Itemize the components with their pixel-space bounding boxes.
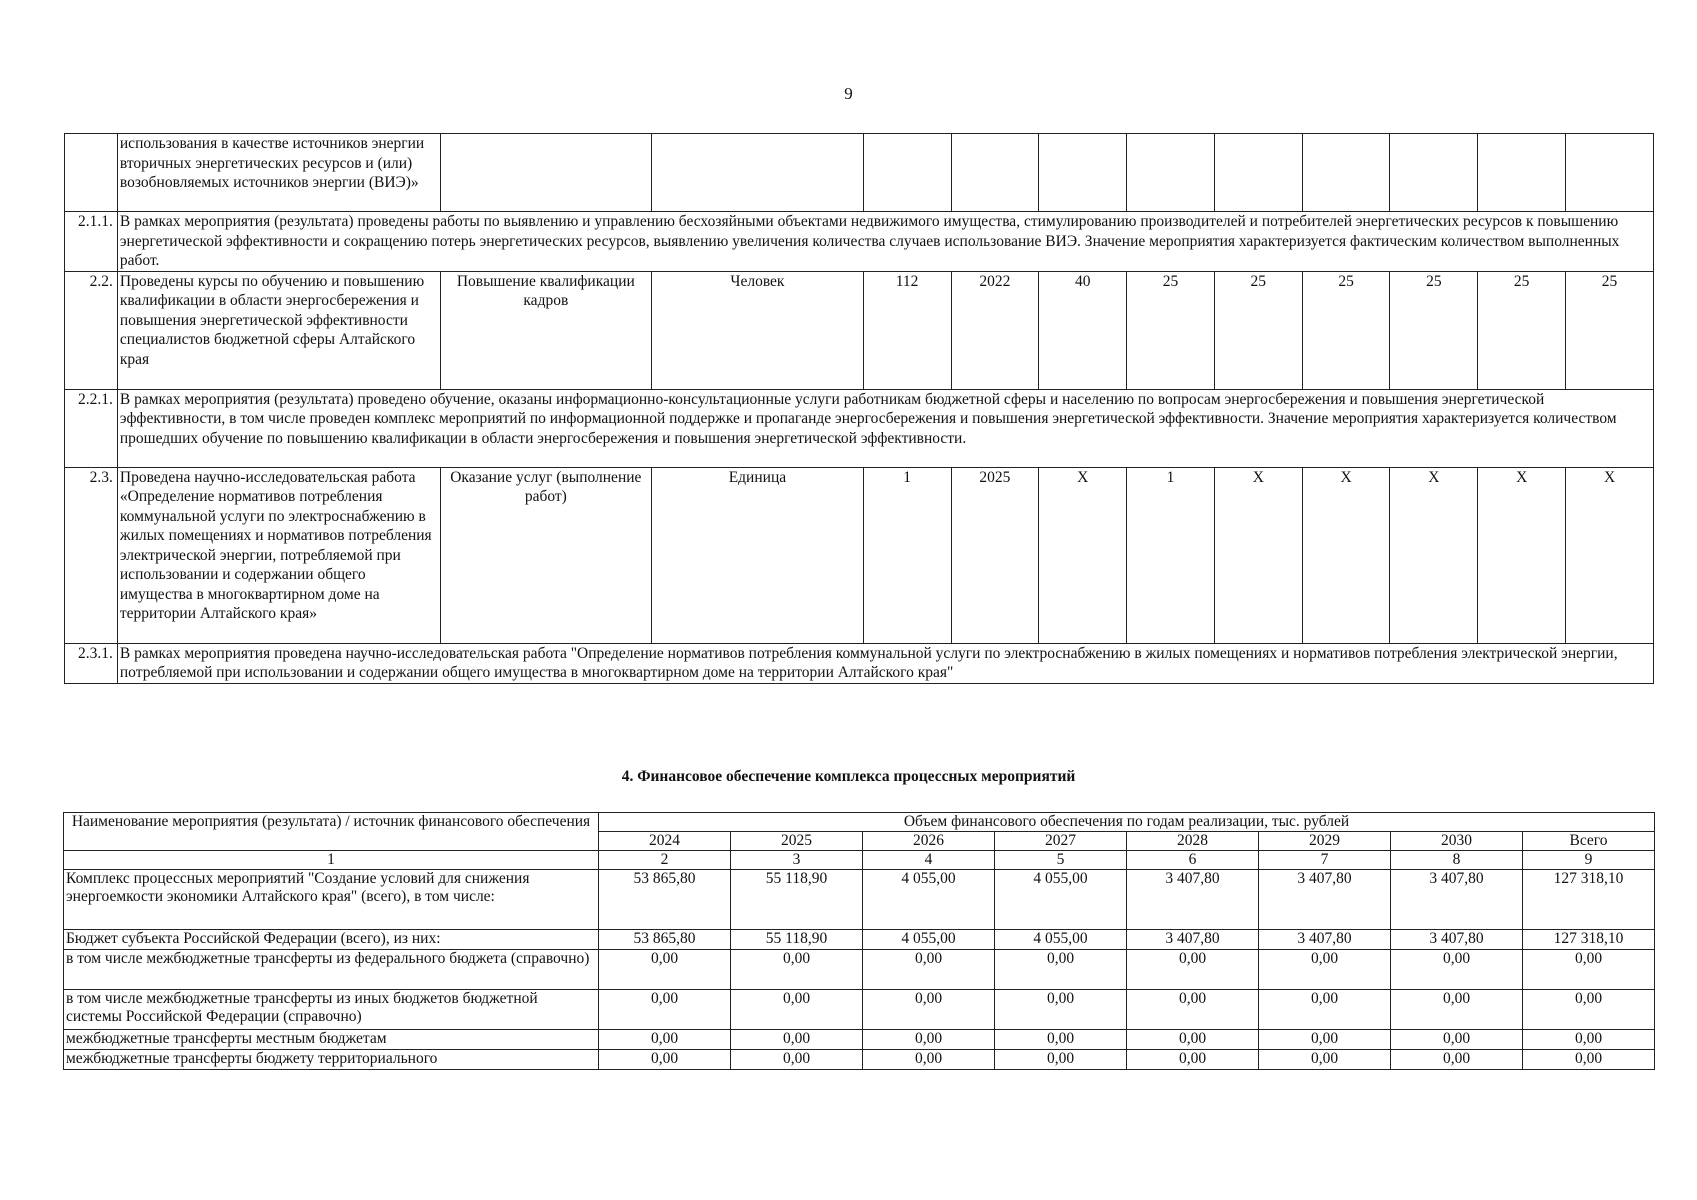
result-value-cell: 40 (1039, 271, 1127, 389)
finance-value-cell: 0,00 (1259, 950, 1391, 990)
finance-year-header: 2028 (1127, 832, 1259, 851)
row-description: В рамках мероприятия (результата) проведены работы по выявлению и управлению бесхозяйными объектами недвижимого имущества, стимулированию производителей и потребителей энергетических ресурсов к повышению энергетической эффективности и сокращению потерь энергетических ресурсов, выявлению увеличения количества случаев использование ВИЭ. Значение мероприятия характеризуется фактическим количеством выполненных работ. (117, 212, 1653, 272)
result-value-cell (1127, 134, 1215, 212)
finance-column-number: 2 (599, 851, 731, 870)
finance-value-cell: 0,00 (731, 990, 863, 1030)
finance-row (64, 950, 1655, 990)
result-unit: Единица (652, 467, 864, 643)
finance-year-header: Всего (1523, 832, 1655, 851)
result-value-cell: X (1390, 467, 1478, 643)
finance-value-cell: 3 407,80 (1391, 870, 1523, 930)
finance-value-cell: 0,00 (863, 990, 995, 1030)
finance-year-header: 2025 (731, 832, 863, 851)
finance-value-cell: 53 865,80 (599, 870, 731, 930)
finance-row (64, 930, 1655, 950)
finance-row-name: межбюджетные трансферты местным бюджетам (64, 1030, 599, 1050)
finance-table (63, 812, 1655, 1070)
result-name: Проведена научно-исследовательская работа «Определение нормативов потребления коммунальной услуги по электроснабжению в жилых помещениях и нормативов потребления электрической энергии, потребляемой при использовании и содержании общего имущества в многоквартирном доме на территории Алтайского края» (117, 467, 440, 643)
finance-value-cell: 0,00 (599, 1030, 731, 1050)
finance-value-cell: 0,00 (1391, 1030, 1523, 1050)
finance-value-cell: 4 055,00 (863, 870, 995, 930)
result-value-cell: 25 (1302, 271, 1390, 389)
result-value-cell: X (1039, 467, 1127, 643)
result-value-cell: 25 (1214, 271, 1302, 389)
finance-row (64, 870, 1655, 930)
result-value-cell (951, 134, 1039, 212)
row-code: 2.2. (65, 271, 118, 389)
finance-value-cell: 0,00 (1127, 1050, 1259, 1070)
finance-value-cell: 127 318,10 (1523, 870, 1655, 930)
finance-value-cell: 0,00 (731, 950, 863, 990)
result-name: Проведены курсы по обучению и повышению квалификации в области энергосбережения и повышения энергетической эффективности специалистов бюджетной сферы Алтайского края (117, 271, 440, 389)
finance-year-header: 2027 (995, 832, 1127, 851)
finance-header-name: Наименование мероприятия (результата) / источник финансового обеспечения (64, 813, 599, 851)
finance-year-header: 2029 (1259, 832, 1391, 851)
finance-value-cell: 3 407,80 (1259, 870, 1391, 930)
result-value-cell: X (1214, 467, 1302, 643)
finance-value-cell: 0,00 (1127, 990, 1259, 1030)
finance-value-cell: 0,00 (1391, 990, 1523, 1030)
finance-value-cell: 55 118,90 (731, 930, 863, 950)
row-description: В рамках мероприятия проведена научно-исследовательская работа "Определение нормативов потребления коммунальной услуги по электроснабжению в жилых помещениях и нормативов потребления электрической энергии, потребляемой при использовании и содержании общего имущества в многоквартирном доме на территории Алтайского края" (117, 643, 1653, 683)
description-row (65, 643, 1654, 683)
result-value-cell: 25 (1127, 271, 1215, 389)
result-value-cell (1214, 134, 1302, 212)
row-code: 2.3.1. (65, 643, 118, 683)
finance-header-row (64, 813, 1655, 832)
description-row (65, 212, 1654, 272)
result-value-cell: 1 (863, 467, 951, 643)
result-value-cell: X (1566, 467, 1654, 643)
finance-column-numbers-row (64, 851, 1655, 870)
finance-value-cell: 0,00 (1391, 950, 1523, 990)
finance-value-cell: 0,00 (1523, 1030, 1655, 1050)
finance-value-cell: 0,00 (995, 1050, 1127, 1070)
result-value-cell (1566, 134, 1654, 212)
finance-value-cell: 3 407,80 (1127, 930, 1259, 950)
result-value-cell: 25 (1478, 271, 1566, 389)
finance-row (64, 990, 1655, 1030)
finance-value-cell: 0,00 (995, 1030, 1127, 1050)
finance-value-cell: 4 055,00 (995, 930, 1127, 950)
finance-column-number: 7 (1259, 851, 1391, 870)
results-table (64, 133, 1654, 684)
result-row (65, 134, 1654, 212)
result-value-cell: X (1302, 467, 1390, 643)
finance-row (64, 1050, 1655, 1070)
description-row (65, 389, 1654, 467)
result-value-cell: 2022 (951, 271, 1039, 389)
finance-value-cell: 127 318,10 (1523, 930, 1655, 950)
finance-year-header: 2024 (599, 832, 731, 851)
result-value-cell: 25 (1390, 271, 1478, 389)
section-title: 4. Финансовое обеспечение комплекса процессных мероприятий (621, 768, 1076, 785)
finance-value-cell: 53 865,80 (599, 930, 731, 950)
result-unit: Человек (652, 271, 864, 389)
result-value-cell: 112 (863, 271, 951, 389)
result-row (65, 271, 1654, 389)
result-name: использования в качестве источников энергии вторичных энергетических ресурсов и (или) возобновляемых источников энергии (ВИЭ)» (117, 134, 440, 212)
finance-value-cell: 0,00 (1523, 1050, 1655, 1070)
finance-value-cell: 0,00 (1127, 950, 1259, 990)
finance-value-cell: 0,00 (599, 950, 731, 990)
result-type: Оказание услуг (выполнение работ) (440, 467, 652, 643)
page-number: 9 (844, 84, 853, 103)
finance-row-name: Бюджет субъекта Российской Федерации (всего), из них: (64, 930, 599, 950)
finance-column-number: 4 (863, 851, 995, 870)
finance-column-number: 1 (64, 851, 599, 870)
finance-value-cell: 0,00 (995, 990, 1127, 1030)
finance-value-cell: 0,00 (599, 990, 731, 1030)
finance-value-cell: 0,00 (1259, 1050, 1391, 1070)
result-value-cell (863, 134, 951, 212)
result-unit (652, 134, 864, 212)
finance-header-volume: Объем финансового обеспечения по годам реализации, тыс. рублей (599, 813, 1655, 832)
result-type (440, 134, 652, 212)
finance-value-cell: 0,00 (599, 1050, 731, 1070)
finance-value-cell: 0,00 (1127, 1030, 1259, 1050)
result-type: Повышение квалификации кадров (440, 271, 652, 389)
row-code: 2.2.1. (65, 389, 118, 467)
finance-value-cell: 3 407,80 (1259, 930, 1391, 950)
finance-value-cell: 0,00 (863, 1030, 995, 1050)
finance-value-cell: 0,00 (1391, 1050, 1523, 1070)
finance-value-cell: 4 055,00 (863, 930, 995, 950)
finance-value-cell: 0,00 (731, 1050, 863, 1070)
finance-value-cell: 0,00 (1259, 990, 1391, 1030)
result-value-cell (1390, 134, 1478, 212)
finance-value-cell: 0,00 (863, 950, 995, 990)
row-description: В рамках мероприятия (результата) проведено обучение, оказаны информационно-консультационные услуги работникам бюджетной сферы и населению по вопросам энергосбережения и повышения энергетической эффективности, в том числе проведен комплекс мероприятий по информационной поддержке и пропаганде энергосбережения и повышения энергетической эффективности. Значение мероприятия характеризуется количеством прошедших обучение по повышению квалификации в области энергосбережения и повышения энергетической эффективности. (117, 389, 1653, 467)
finance-value-cell: 0,00 (863, 1050, 995, 1070)
row-code (65, 134, 118, 212)
finance-value-cell: 3 407,80 (1391, 930, 1523, 950)
result-value-cell: 2025 (951, 467, 1039, 643)
row-code: 2.3. (65, 467, 118, 643)
finance-column-number: 5 (995, 851, 1127, 870)
row-code: 2.1.1. (65, 212, 118, 272)
result-value-cell: X (1478, 467, 1566, 643)
finance-row (64, 1030, 1655, 1050)
result-value-cell (1302, 134, 1390, 212)
result-row (65, 467, 1654, 643)
finance-value-cell: 0,00 (1523, 990, 1655, 1030)
finance-column-number: 9 (1523, 851, 1655, 870)
finance-year-header: 2030 (1391, 832, 1523, 851)
finance-value-cell: 0,00 (995, 950, 1127, 990)
finance-row-name: в том числе межбюджетные трансферты из иных бюджетов бюджетной системы Российской Федерации (справочно) (64, 990, 599, 1030)
finance-column-number: 3 (731, 851, 863, 870)
result-value-cell: 25 (1566, 271, 1654, 389)
finance-value-cell: 0,00 (1523, 950, 1655, 990)
finance-row-name: Комплекс процессных мероприятий "Создание условий для снижения энергоемкости экономики Алтайского края" (всего), в том числе: (64, 870, 599, 930)
finance-value-cell: 55 118,90 (731, 870, 863, 930)
result-value-cell (1039, 134, 1127, 212)
result-value-cell (1478, 134, 1566, 212)
finance-value-cell: 3 407,80 (1127, 870, 1259, 930)
finance-value-cell: 4 055,00 (995, 870, 1127, 930)
finance-column-number: 6 (1127, 851, 1259, 870)
finance-row-name: в том числе межбюджетные трансферты из федерального бюджета (справочно) (64, 950, 599, 990)
finance-column-number: 8 (1391, 851, 1523, 870)
finance-row-name: межбюджетные трансферты бюджету территориального (64, 1050, 599, 1070)
finance-value-cell: 0,00 (731, 1030, 863, 1050)
result-value-cell: 1 (1127, 467, 1215, 643)
finance-value-cell: 0,00 (1259, 1030, 1391, 1050)
finance-year-header: 2026 (863, 832, 995, 851)
